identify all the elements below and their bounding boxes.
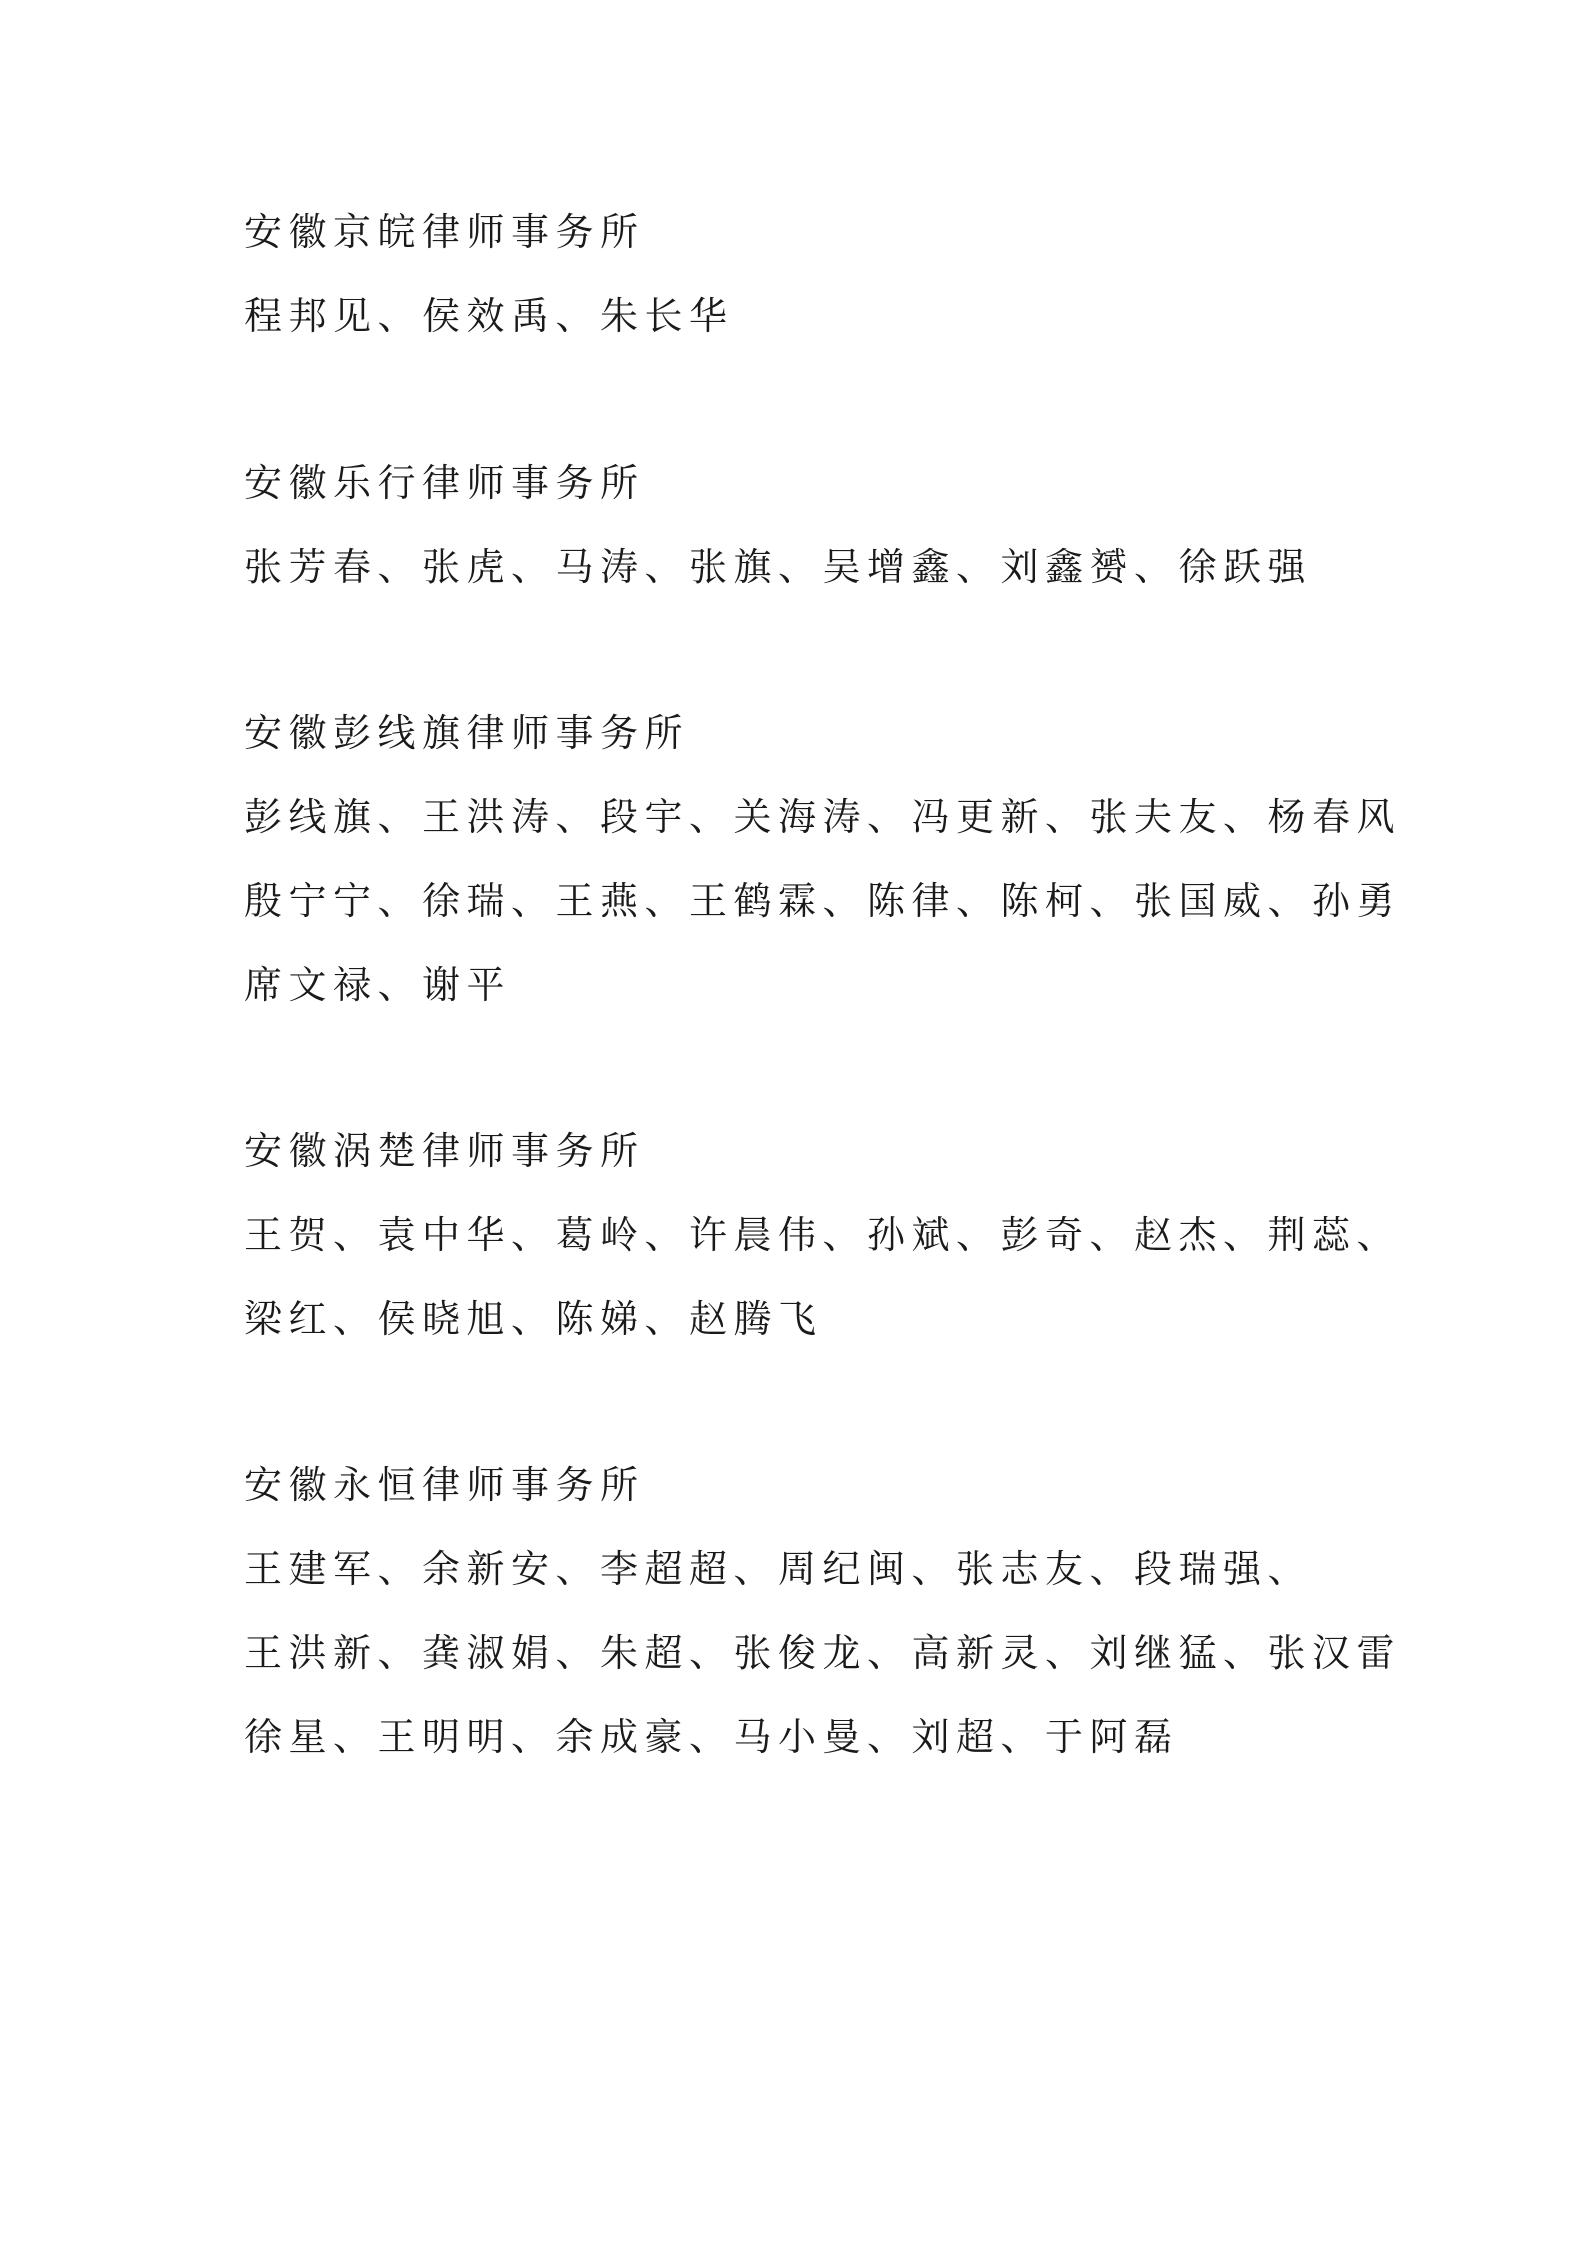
firm-name: 安徽乐行律师事务所 xyxy=(244,461,645,505)
firm-name: 安徽京皖律师事务所 xyxy=(244,210,645,254)
law-firm-section xyxy=(244,710,1402,1008)
member-names-line: 彭线旗、王洪涛、段宇、关海涛、冯更新、张夫友、杨春风 xyxy=(244,795,1402,839)
firm-name: 安徽彭线旗律师事务所 xyxy=(244,711,690,755)
law-firm-section xyxy=(244,460,1364,590)
member-names-line: 殷宁宁、徐瑞、王燕、王鹤霖、陈律、陈柯、张国威、孙勇 xyxy=(244,879,1402,923)
law-firm-section xyxy=(244,1128,1402,1342)
member-names-line: 梁红、侯晓旭、陈娣、赵腾飞 xyxy=(244,1297,823,1341)
firm-name: 安徽涡楚律师事务所 xyxy=(244,1129,645,1173)
member-names-line: 程邦见、侯效禹、朱长华 xyxy=(244,294,734,338)
member-names-line: 王贺、袁中华、葛岭、许晨伟、孙斌、彭奇、赵杰、荆蕊、 xyxy=(244,1213,1402,1257)
member-names-line: 徐星、王明明、余成豪、马小曼、刘超、于阿磊 xyxy=(244,1715,1179,1759)
member-names-line: 张芳春、张虎、马涛、张旗、吴增鑫、刘鑫赟、徐跃强 xyxy=(244,545,1313,589)
law-firm-section xyxy=(244,1462,1402,1760)
member-names-line: 王洪新、龚淑娟、朱超、张俊龙、高新灵、刘继猛、张汉雷 xyxy=(244,1631,1402,1675)
member-names-line: 席文禄、谢平 xyxy=(244,963,512,1007)
law-firm-section xyxy=(244,209,1364,339)
member-names-line: 王建军、余新安、李超超、周纪闽、张志友、段瑞强、 xyxy=(244,1547,1313,1591)
firm-name: 安徽永恒律师事务所 xyxy=(244,1463,645,1507)
